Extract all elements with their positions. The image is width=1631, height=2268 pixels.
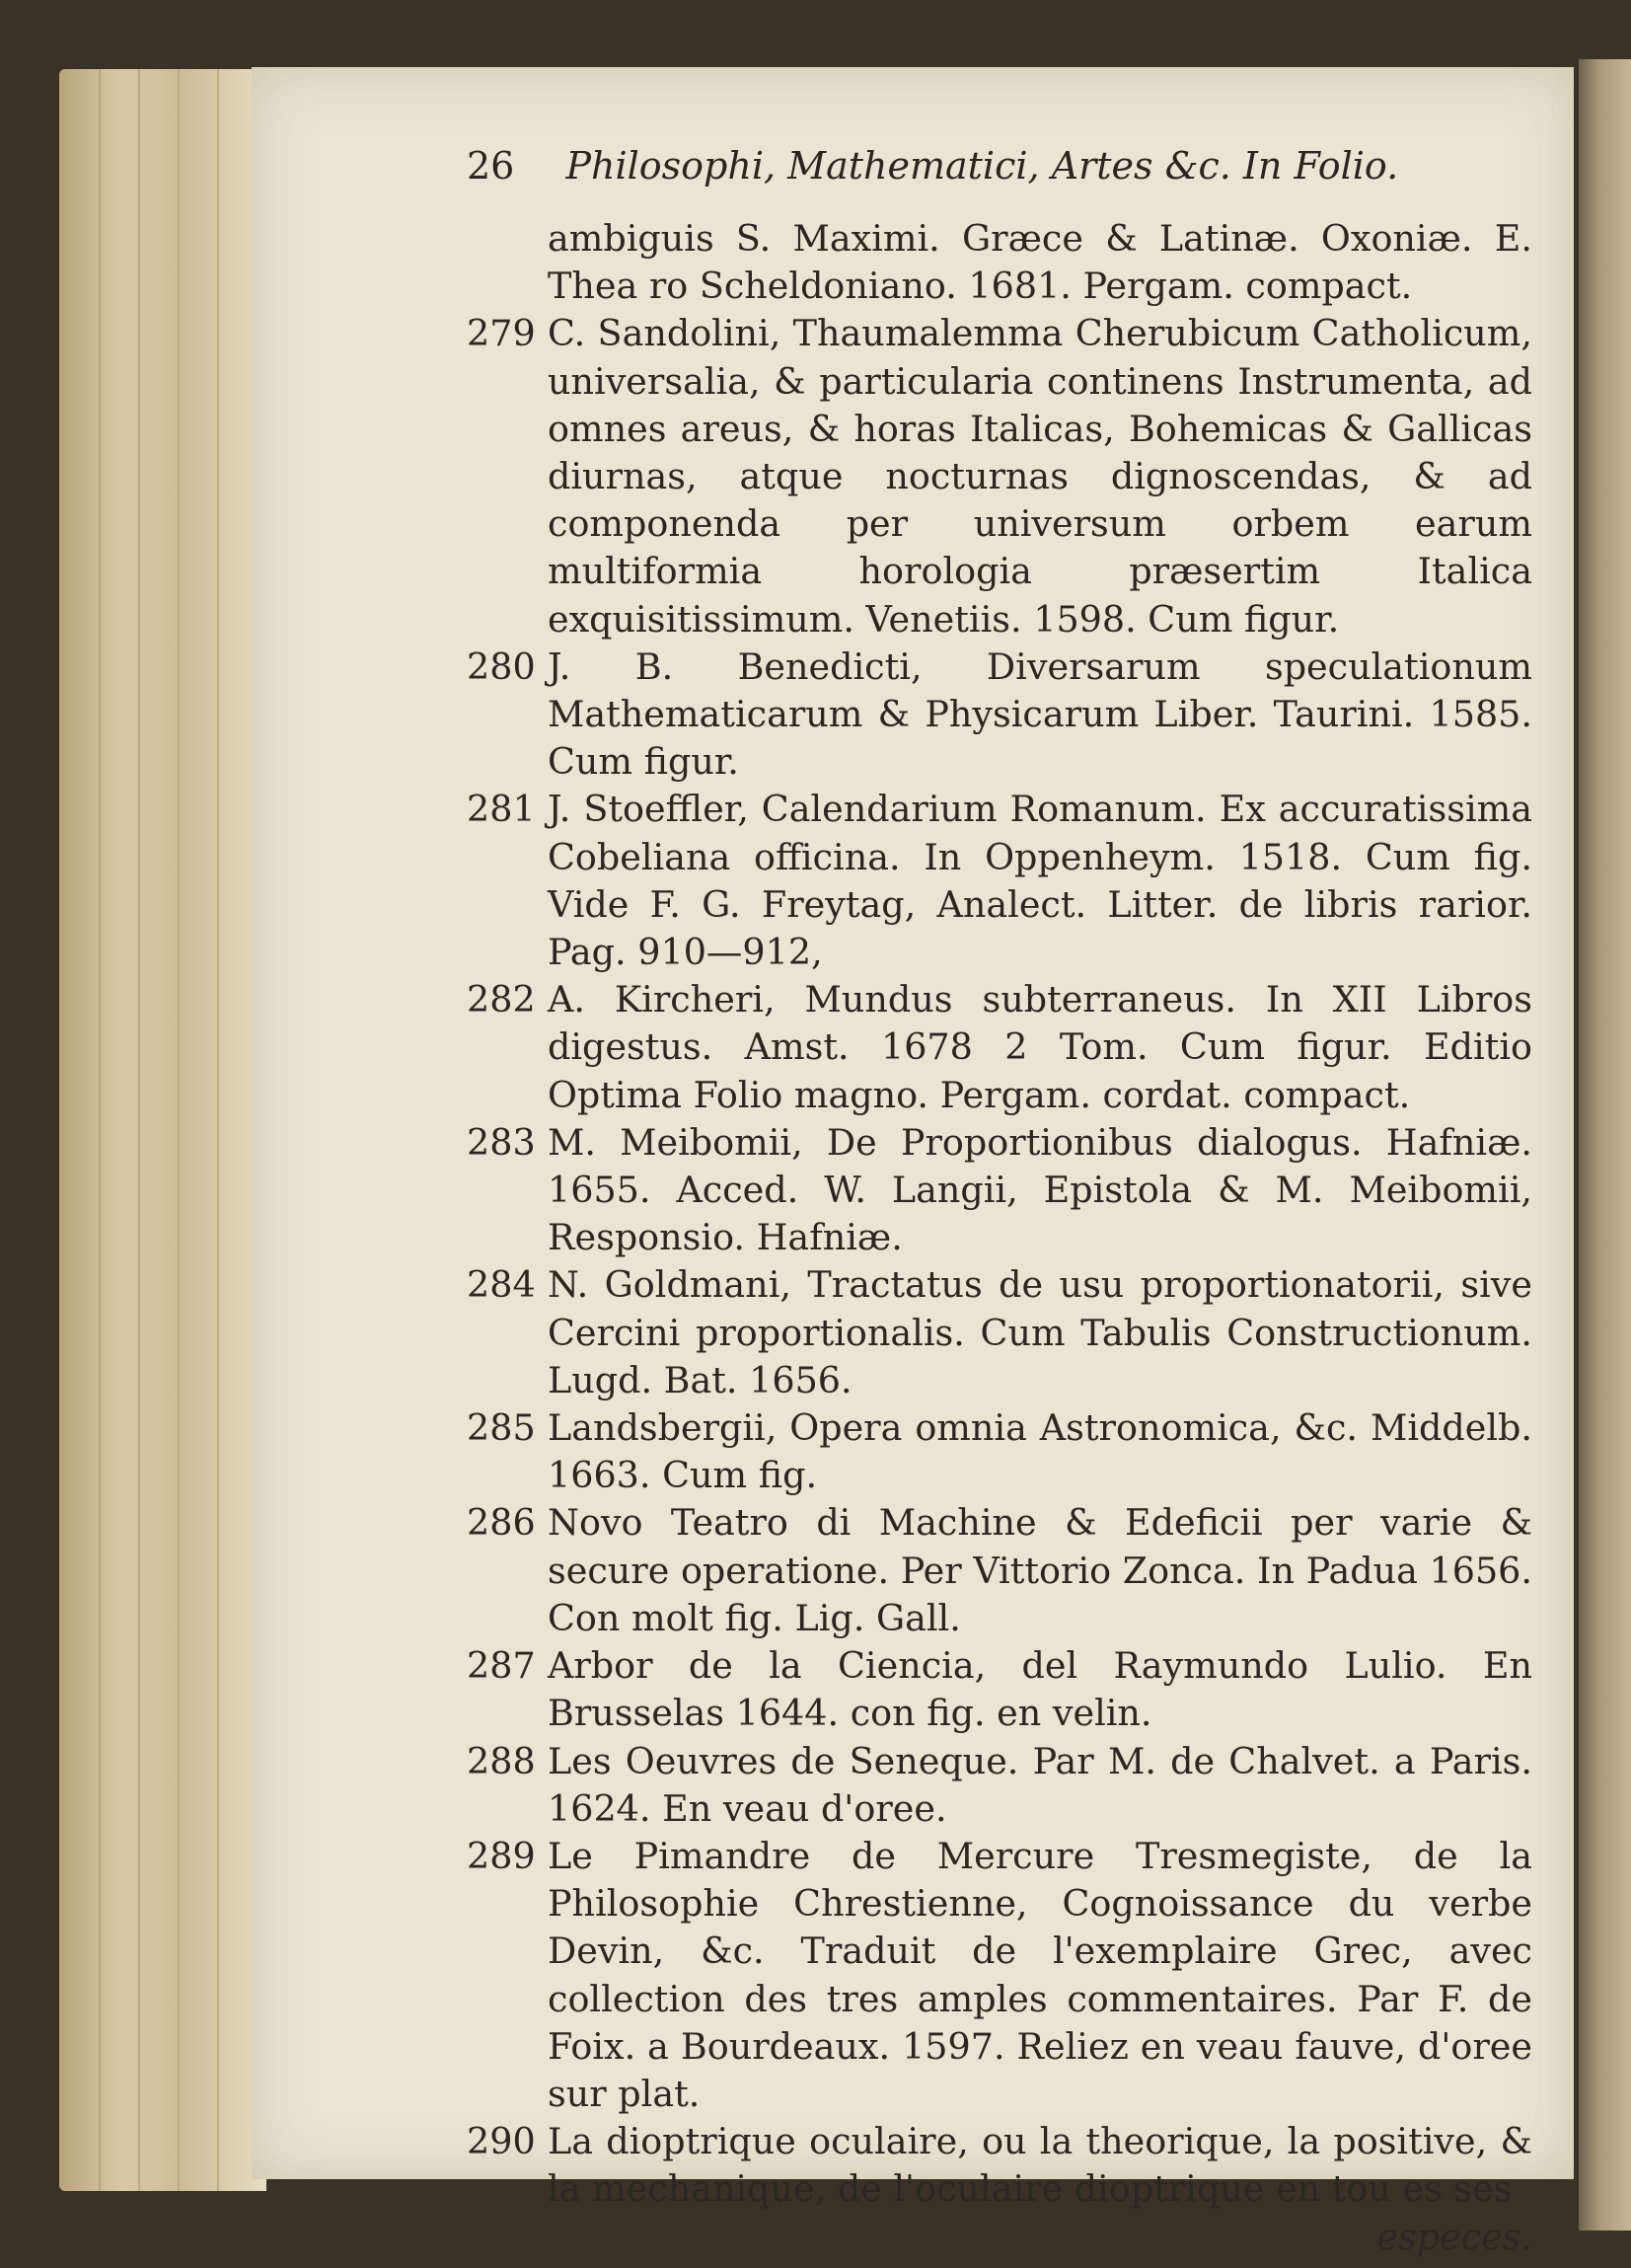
- entry-number: 287: [467, 1644, 536, 1688]
- catalogue-entry: [467, 643, 1532, 787]
- catalogue-entry: [467, 1499, 1532, 1642]
- entry-number: 280: [467, 644, 536, 688]
- entry-text: Le Pimandre de Mercure Tresmegiste, de la Philosophie Chrestienne, Cognoissance du verbe Devin, &c. Traduit de l'exemplaire Grec, avec collection des tres amples commentaires. Par F. de Foix. a Bourdeaux. 1597. Reliez en veau fauve, d'oree sur plat.: [548, 1834, 1532, 2115]
- facing-page-edge: [1579, 59, 1631, 2230]
- catalogue-entry: [467, 2118, 1532, 2261]
- entry-number: 289: [467, 1834, 536, 1877]
- catalogue-entry: [467, 976, 1532, 1119]
- catalogue-entry: [467, 215, 1532, 310]
- catalogue-entry: [467, 1404, 1532, 1499]
- entry-number: 286: [467, 1501, 536, 1545]
- entry-text: ambiguis S. Maximi. Græce & Latinæ. Oxoniæ. E. Thea ro Scheldoniano. 1681. Pergam. compact.: [548, 217, 1532, 308]
- catalogue-entry: [467, 1833, 1532, 2118]
- entry-number: 281: [467, 788, 536, 831]
- entry-text: Novo Teatro di Machine & Edeficii per varie & secure operatione. Per Vittorio Zonca. In Padua 1656. Con molt fig. Lig. Gall.: [548, 1501, 1532, 1639]
- catalogue-entry: [467, 1119, 1532, 1262]
- entry-number: 290: [467, 2120, 536, 2163]
- book-page: [252, 67, 1574, 2258]
- catalogue-entry: [467, 310, 1532, 643]
- entry-text: Arbor de la Ciencia, del Raymundo Lulio. En Brusselas 1644. con fig. en velin.: [548, 1644, 1532, 1735]
- entry-number: 285: [467, 1406, 536, 1450]
- entry-text: M. Meibomii, De Proportionibus dialogus. Hafniæ. 1655. Acced. W. Langii, Epistola & M. Meibomii, Responsio. Hafniæ.: [548, 1120, 1532, 1259]
- entry-text: C. Sandolini, Thaumalemma Cherubicum Catholicum, universalia, & particularia continens Instrumenta, ad omnes areus, & horas Italicas, Bohemicas & Gallicas diurnas, atque nocturnas dignoscendas, & ad componenda per universum orbem earum multiformia horologia præsertim Italica exquisitissimum. Venetiis. 1598. Cum figur.: [548, 312, 1532, 641]
- page-number: 26: [467, 144, 515, 188]
- catalogue-entry: [467, 786, 1532, 976]
- entry-text: Landsbergii, Opera omnia Astronomica, &c. Middelb. 1663. Cum fig.: [548, 1406, 1532, 1497]
- entry-text: J. B. Benedicti, Diversarum speculationum Mathematicarum & Physicarum Liber. Taurini. 1585. Cum figur.: [548, 644, 1532, 784]
- entry-text-tail: especes.: [1376, 2215, 1532, 2258]
- entry-text: La dioptrique oculaire, ou la theorique, la positive, & la mechanique, de l'oculaire dioptrique en tou es ses: [548, 2120, 1532, 2211]
- running-title: Philosophi, Mathematici, Artes &c. In Folio.: [565, 144, 1399, 188]
- catalogue-entry: [467, 1642, 1532, 1737]
- entry-number: 284: [467, 1263, 536, 1307]
- entry-number: 279: [467, 312, 536, 355]
- page-header: [467, 144, 1524, 188]
- entry-number: 283: [467, 1120, 536, 1164]
- entry-text: A. Kircheri, Mundus subterraneus. In XII Libros digestus. Amst. 1678 2 Tom. Cum figur. Editio Optima Folio magno. Pergam. cordat. compact.: [548, 978, 1532, 1116]
- entry-text: J. Stoeffler, Calendarium Romanum. Ex accuratissima Cobeliana officina. In Oppenheym. 1518. Cum fig. Vide F. G. Freytag, Analect. Litter. de libris rarior. Pag. 910—912,: [548, 788, 1532, 974]
- entry-text: N. Goldmani, Tractatus de usu proportionatorii, sive Cercini proportionalis. Cum Tabulis Constructionum. Lugd. Bat. 1656.: [548, 1263, 1532, 1401]
- entry-number: 288: [467, 1739, 536, 1782]
- entry-text: Les Oeuvres de Seneque. Par M. de Chalvet. a Paris. 1624. En veau d'oree.: [548, 1739, 1532, 1830]
- catalogue-entry: [467, 1738, 1532, 1833]
- catalogue-entries: [467, 215, 1532, 2261]
- catalogue-entry: [467, 1261, 1532, 1404]
- book-page-edges: [59, 69, 266, 2191]
- entry-number: 282: [467, 978, 536, 1021]
